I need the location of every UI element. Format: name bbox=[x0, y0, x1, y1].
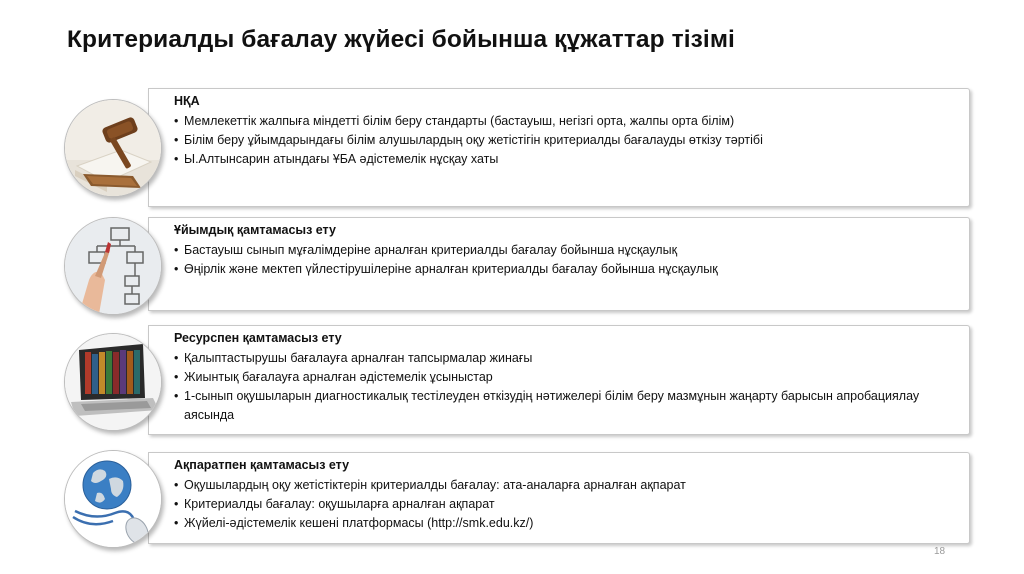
list-item: • Қалыптастырушы бағалауға арналған тапсырмалар жинағы bbox=[174, 349, 962, 368]
list-item: • Жүйелі-әдістемелік кешені платформасы (http://smk.edu.kz/) bbox=[174, 514, 962, 533]
laptop-books-icon bbox=[64, 333, 162, 431]
list-item: • Ы.Алтынсарин атындағы ҰБА әдістемелік нұсқау хаты bbox=[174, 150, 962, 169]
section-information bbox=[60, 452, 972, 544]
list-item: • Жиынтық бағалауға арналған әдістемелік ұсыныстар bbox=[174, 368, 962, 387]
section-heading: Ресурспен қамтамасыз ету bbox=[174, 331, 342, 345]
page-number: 18 bbox=[934, 546, 946, 557]
section-heading: НҚА bbox=[174, 94, 200, 108]
list-item: • 1-сынып оқушыларын диагностикалық тестілеуден өткізудің нәтижелері білім беру мазмұнын жаңарту барысын апробациялау аясында bbox=[174, 387, 962, 425]
section-organizational bbox=[60, 217, 972, 311]
section-nka bbox=[60, 88, 972, 207]
section-heading: Ақпаратпен қамтамасыз ету bbox=[174, 458, 350, 472]
slide-title: Критериалды бағалау жүйесі бойынша құжаттар тізімі bbox=[67, 26, 735, 53]
list-item: • Мемлекеттік жалпыға міндетті білім беру стандарты (бастауыш, негізгі орта, жалпы орта білім) bbox=[174, 112, 962, 131]
list-item: • Критериалды бағалау: оқушыларға арналған ақпарат bbox=[174, 495, 962, 514]
list-item: • Бастауыш сынып мұғалімдеріне арналған критериалды бағалау бойынша нұсқаулық bbox=[174, 241, 962, 260]
section-content bbox=[174, 92, 962, 169]
section-heading: Ұйымдық қамтамасыз ету bbox=[174, 223, 336, 237]
list-item: • Оқушылардың оқу жетістіктерін критериалды бағалау: ата-аналарға арналған ақпарат bbox=[174, 476, 962, 495]
flowchart-hand-icon bbox=[64, 217, 162, 315]
globe-mouse-icon bbox=[64, 450, 162, 548]
section-resources bbox=[60, 325, 972, 435]
section-content bbox=[174, 221, 962, 279]
list-item: • Өңірлік және мектеп үйлестірушілеріне арналған критериалды бағалау бойынша нұсқаулық bbox=[174, 260, 962, 279]
list-item: • Білім беру ұйымдарындағы білім алушылардың оқу жетістігін критериалды бағалауды өткізу тәртібі bbox=[174, 131, 962, 150]
section-content bbox=[174, 329, 962, 425]
section-content bbox=[174, 456, 962, 533]
gavel-icon bbox=[64, 99, 162, 197]
